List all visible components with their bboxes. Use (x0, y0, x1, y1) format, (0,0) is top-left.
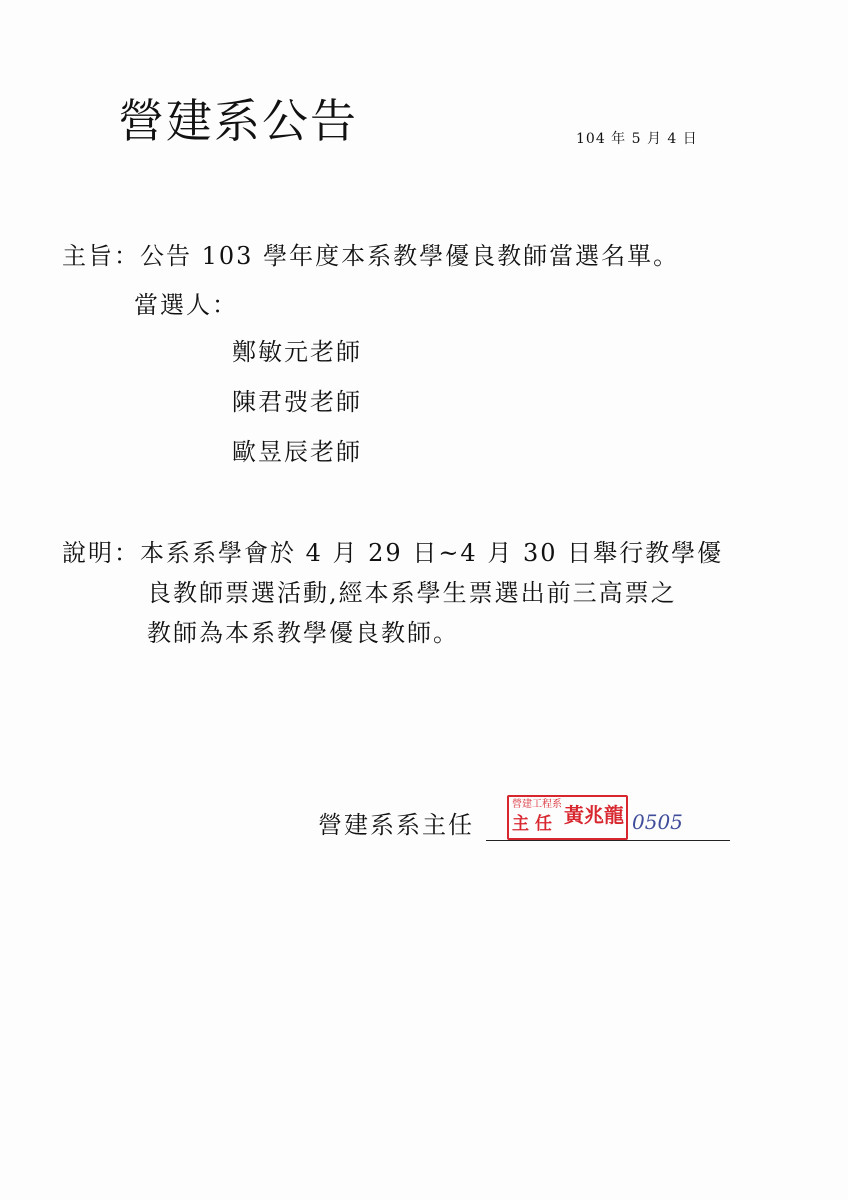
signature-label: 營建系系主任 (318, 811, 474, 839)
explanation-line: 說明：本系系學會於 4 月 29 日~4 月 30 日舉行教學優 (62, 539, 724, 567)
elected-name: 陳君弢老師 (232, 388, 362, 416)
explanation-line: 教師為本系教學優良教師。 (147, 619, 459, 647)
elected-names-list (232, 340, 362, 490)
handwritten-date-note: 0505 (632, 810, 683, 834)
explanation-line: 良教師票選活動,經本系學生票選出前三高票之 (147, 579, 677, 607)
stamp-department: 營建工程系 (512, 799, 562, 810)
explanation-block (62, 541, 762, 661)
document-title: 營建系公告 (118, 94, 358, 148)
document-date: 104 年 5 月 4 日 (576, 131, 698, 147)
stamp-name: 黃兆龍 (564, 803, 624, 827)
official-seal-stamp (507, 795, 628, 840)
elected-label: 當選人： (134, 291, 238, 319)
stamp-title: 主任 (512, 814, 558, 834)
elected-name: 歐昱辰老師 (232, 438, 362, 466)
signature-line (486, 840, 730, 841)
subject-line: 主旨：公告 103 學年度本系教學優良教師當選名單。 (62, 242, 680, 270)
elected-name: 鄭敏元老師 (232, 338, 362, 366)
